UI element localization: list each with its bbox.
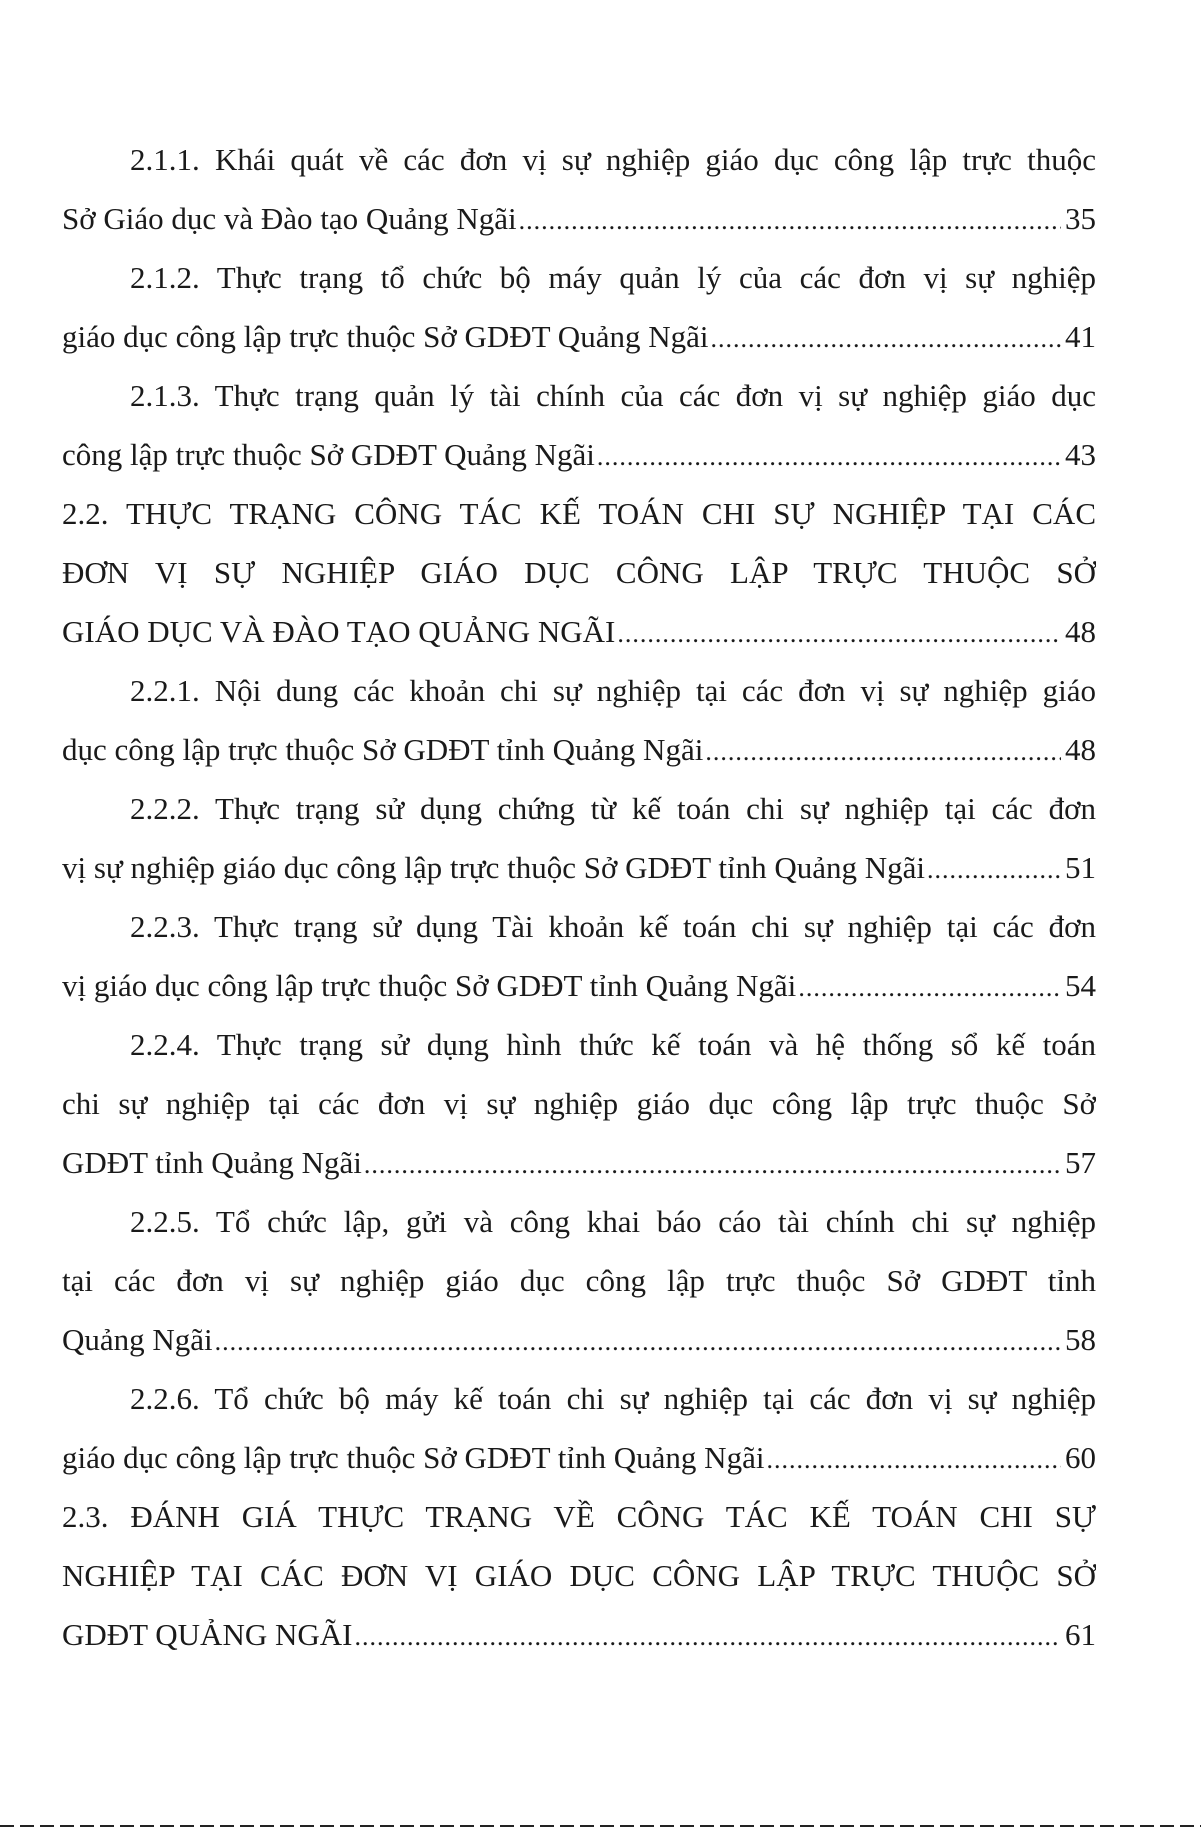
toc-entry-line: 2.2.6. Tổ chức bộ máy kế toán chi sự nghiệp tại các đơn vị sự nghiệp [130,1381,1096,1416]
toc-entry-2-1-3[interactable] [62,366,1096,484]
toc-page-number: 57 [1065,1145,1096,1180]
toc-entry-line: 2.2.4. Thực trạng sử dụng hình thức kế toán và hệ thống sổ kế toán [130,1027,1096,1062]
toc-entry-line: chi sự nghiệp tại các đơn vị sự nghiệp giáo dục công lập trực thuộc Sở [62,1086,1096,1121]
dot-leader [364,1135,1061,1192]
toc-entry-line: dục công lập trực thuộc Sở GDĐT tỉnh Quảng Ngãi [62,732,704,767]
toc-page-number: 35 [1065,201,1096,236]
toc-entry-line: 2.2.1. Nội dung các khoản chi sự nghiệp tại các đơn vị sự nghiệp giáo [130,673,1096,708]
toc-entry-2-1-2[interactable] [62,248,1096,366]
toc-entry-line: 2.1.2. Thực trạng tổ chức bộ máy quản lý của các đơn vị sự nghiệp [130,260,1096,295]
toc-entry-line: tại các đơn vị sự nghiệp giáo dục công lập trực thuộc Sở GDĐT tỉnh [62,1263,1096,1298]
dot-leader [519,191,1061,248]
toc-entry-2-2-4[interactable] [62,1015,1096,1192]
dot-leader [617,604,1061,661]
toc-entry-line: 2.2.5. Tổ chức lập, gửi và công khai báo cáo tài chính chi sự nghiệp [130,1204,1096,1239]
toc-page-number: 51 [1065,850,1096,885]
dot-leader [705,722,1061,779]
toc-entry-2-2-6[interactable] [62,1369,1096,1487]
toc-entry-line: 2.1.1. Khái quát về các đơn vị sự nghiệp giáo dục công lập trực thuộc [130,142,1096,177]
dot-leader [710,309,1061,366]
toc-page-number: 48 [1065,732,1096,767]
toc-entry-line: 2.2. THỰC TRẠNG CÔNG TÁC KẾ TOÁN CHI SỰ NGHIỆP TẠI CÁC [62,496,1096,531]
dot-leader [597,427,1061,484]
toc-entry-2-2[interactable] [62,484,1096,661]
dot-leader [927,840,1061,897]
toc-entry-2-1-1[interactable] [62,130,1096,248]
toc-entry-line: ĐƠN VỊ SỰ NGHIỆP GIÁO DỤC CÔNG LẬP TRỰC THUỘC SỞ [62,555,1096,590]
toc-entry-line: NGHIỆP TẠI CÁC ĐƠN VỊ GIÁO DỤC CÔNG LẬP TRỰC THUỘC SỞ [62,1558,1096,1593]
toc-entry-2-2-2[interactable] [62,779,1096,897]
dot-leader [215,1312,1061,1369]
toc-entry-line: GIÁO DỤC VÀ ĐÀO TẠO QUẢNG NGÃI [62,614,616,649]
toc-entry-line: công lập trực thuộc Sở GDĐT Quảng Ngãi [62,437,595,472]
toc-entry-line: GDĐT tỉnh Quảng Ngãi [62,1145,362,1180]
table-of-contents [62,130,1096,1664]
dot-leader [766,1430,1061,1487]
toc-entry-2-2-1[interactable] [62,661,1096,779]
toc-entry-2-2-3[interactable] [62,897,1096,1015]
toc-page-number: 60 [1065,1440,1096,1475]
toc-page-number: 54 [1065,968,1096,1003]
toc-entry-line: GDĐT QUẢNG NGÃI [62,1617,353,1652]
toc-entry-2-2-5[interactable] [62,1192,1096,1369]
toc-entry-line: vị giáo dục công lập trực thuộc Sở GDĐT tỉnh Quảng Ngãi [62,968,797,1003]
toc-page-number: 41 [1065,319,1096,354]
toc-entry-line: vị sự nghiệp giáo dục công lập trực thuộc Sở GDĐT tỉnh Quảng Ngãi [62,850,926,885]
toc-entry-line: 2.1.3. Thực trạng quản lý tài chính của các đơn vị sự nghiệp giáo dục [130,378,1096,413]
toc-page-number: 48 [1065,614,1096,649]
dot-leader [354,1607,1061,1664]
toc-entry-line: 2.2.3. Thực trạng sử dụng Tài khoản kế toán chi sự nghiệp tại các đơn [130,909,1096,944]
toc-entry-2-3[interactable] [62,1487,1096,1664]
toc-page-number: 43 [1065,437,1096,472]
dot-leader [798,958,1061,1015]
toc-entry-line: giáo dục công lập trực thuộc Sở GDĐT Quảng Ngãi [62,319,709,354]
toc-entry-line: Sở Giáo dục và Đào tạo Quảng Ngãi [62,201,517,236]
toc-entry-line: 2.2.2. Thực trạng sử dụng chứng từ kế toán chi sự nghiệp tại các đơn [130,791,1096,826]
toc-entry-line: giáo dục công lập trực thuộc Sở GDĐT tỉnh Quảng Ngãi [62,1440,765,1475]
toc-entry-line: Quảng Ngãi [62,1322,213,1357]
toc-page-number: 58 [1065,1322,1096,1357]
toc-entry-line: 2.3. ĐÁNH GIÁ THỰC TRẠNG VỀ CÔNG TÁC KẾ TOÁN CHI SỰ [62,1499,1096,1534]
toc-page-number: 61 [1065,1617,1096,1652]
